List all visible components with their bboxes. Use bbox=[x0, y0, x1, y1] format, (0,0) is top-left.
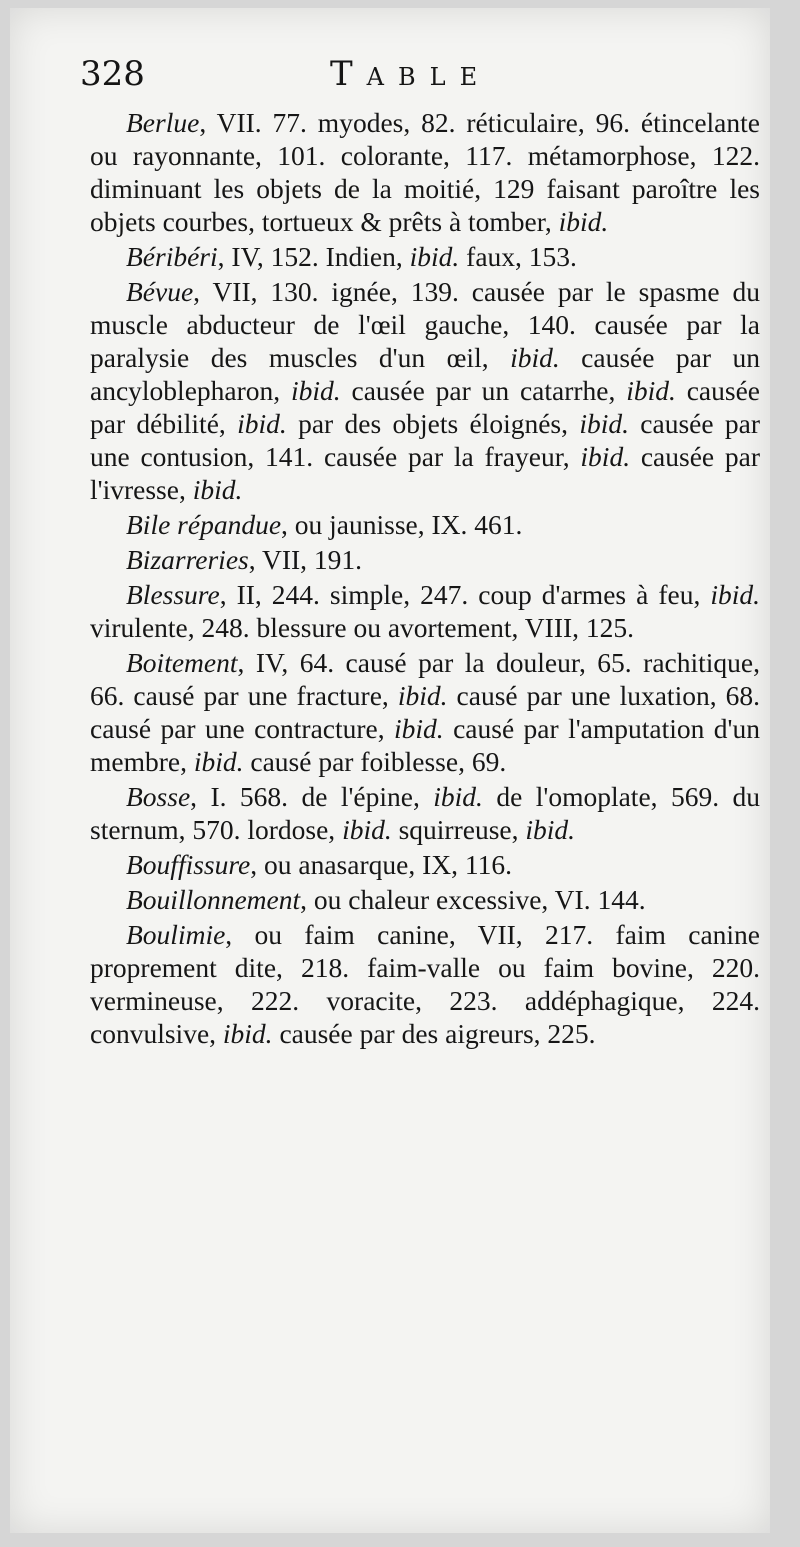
ibid-reference: ibid. bbox=[342, 814, 392, 845]
entry-text: , ou faim canine, VII, 217. faim canine proprement dite, 218. faim-valle ou faim bovine, 220. vermineuse, 222. voracite, 223. addéphagique, 224. convulsive, bbox=[90, 919, 760, 1049]
entry-text: causée par des aigreurs, 225. bbox=[272, 1018, 596, 1049]
entry-text: causée par un catarrhe, bbox=[340, 375, 627, 406]
entry-text: , ou anasarque, IX, 116. bbox=[250, 849, 512, 880]
entry-text: , VII, 130. ignée, 139. causée par le spasme du muscle abducteur de l'œil gauche, 140. causée par la paralysie des muscles d'un œil, bbox=[90, 276, 760, 373]
entry-headword: Bosse bbox=[126, 781, 191, 812]
entry-headword: Blessure bbox=[126, 579, 220, 610]
entry-text: , ou jaunisse, IX. 461. bbox=[281, 509, 523, 540]
index-entry bbox=[90, 883, 760, 916]
entry-headword: Béribéri bbox=[126, 241, 218, 272]
index-entry bbox=[90, 106, 760, 238]
entry-text: causé par l'amputation d'un membre, bbox=[90, 713, 760, 777]
book-page bbox=[10, 8, 770, 1533]
ibid-reference: ibid. bbox=[626, 375, 676, 406]
index-entries bbox=[90, 106, 760, 1052]
ibid-reference: ibid. bbox=[192, 474, 243, 505]
index-entry bbox=[90, 543, 760, 576]
entry-headword: Bile répandue bbox=[126, 509, 282, 540]
ibid-reference: ibid. bbox=[291, 375, 341, 406]
index-entry bbox=[90, 780, 760, 846]
ibid-reference: ibid. bbox=[433, 781, 483, 812]
ibid-reference: ibid. bbox=[409, 241, 460, 272]
ibid-reference: ibid. bbox=[237, 408, 287, 439]
entry-text: , VII. 77. myodes, 82. réticulaire, 96. étincelante ou rayonnante, 101. colorante, 117. métamorphose, 122. diminuant les objets de la moitié, 129 faisant paroître les objets courbes, tortueux & prêts à tomber, bbox=[90, 107, 760, 237]
entry-headword: Bizarreries bbox=[126, 544, 249, 575]
index-entry bbox=[90, 918, 760, 1050]
entry-headword: Bouffissure bbox=[126, 849, 251, 880]
ibid-reference: ibid. bbox=[222, 1018, 273, 1049]
entry-text: , VII, 191. bbox=[248, 544, 363, 575]
ibid-reference: ibid. bbox=[394, 713, 444, 744]
ibid-reference: ibid. bbox=[580, 441, 631, 472]
index-entry bbox=[90, 508, 760, 541]
entry-text: causée par une contusion, 141. causée par la frayeur, bbox=[90, 408, 760, 472]
index-entry bbox=[90, 646, 760, 778]
entry-headword: Berlue bbox=[126, 107, 200, 138]
index-entry bbox=[90, 578, 760, 644]
entry-text: causé par foiblesse, 69. bbox=[243, 746, 507, 777]
page-number: 328 bbox=[80, 54, 145, 94]
index-entry bbox=[90, 240, 760, 273]
ibid-reference: ibid. bbox=[193, 746, 244, 777]
entry-text: virulente, 248. blessure ou avortement, VIII, 125. bbox=[90, 612, 635, 643]
entry-text: causé par une luxation, 68. causé par une contracture, bbox=[90, 680, 761, 744]
ibid-reference: ibid. bbox=[397, 680, 448, 711]
index-entry bbox=[90, 275, 760, 506]
entry-text: de l'omoplate, 569. du sternum, 570. lordose, bbox=[90, 781, 760, 845]
page-header bbox=[80, 54, 770, 104]
entry-text: , I. 568. de l'épine, bbox=[190, 781, 434, 812]
ibid-reference: ibid. bbox=[579, 408, 629, 439]
entry-text: , IV, 152. Indien, bbox=[217, 241, 410, 272]
ibid-reference: ibid. bbox=[510, 342, 560, 373]
entry-headword: Boitement bbox=[126, 647, 238, 678]
entry-headword: Bouillonnement bbox=[126, 884, 301, 915]
entry-text: , II, 244. simple, 247. coup d'armes à feu, bbox=[219, 579, 711, 610]
ibid-reference: ibid. bbox=[558, 206, 609, 237]
running-title: Table bbox=[330, 54, 492, 94]
index-entry bbox=[90, 848, 760, 881]
entry-text: , ou chaleur excessive, VI. 144. bbox=[300, 884, 646, 915]
entry-text: squirreuse, bbox=[391, 814, 526, 845]
entry-text: par des objets éloignés, bbox=[286, 408, 580, 439]
entry-text: causée par l'ivresse, bbox=[90, 441, 761, 505]
entry-text: causée par débilité, bbox=[90, 375, 761, 439]
entry-text: causée par un ancyloblepharon, bbox=[90, 342, 761, 406]
entry-text: , IV, 64. causé par la douleur, 65. rachitique, 66. causé par une fracture, bbox=[90, 647, 760, 711]
ibid-reference: ibid. bbox=[710, 579, 760, 610]
entry-headword: Bévue bbox=[126, 276, 194, 307]
entry-headword: Boulimie bbox=[126, 919, 226, 950]
ibid-reference: ibid. bbox=[525, 814, 576, 845]
entry-text: faux, 153. bbox=[459, 241, 577, 272]
